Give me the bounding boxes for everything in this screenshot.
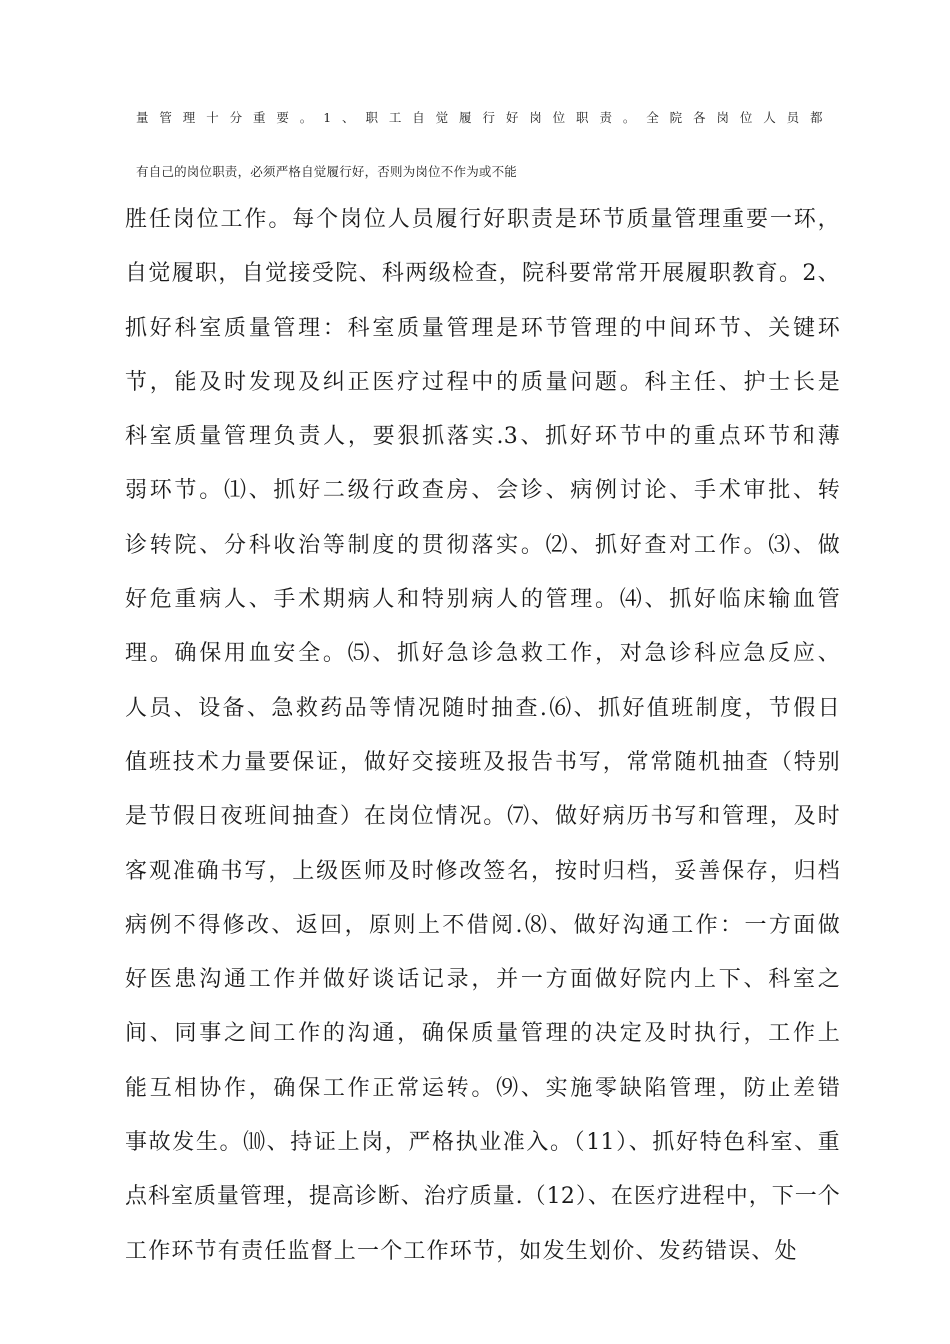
text-line: 理。确保用血安全。⑸、抓好急诊急救工作，对急诊科应急反应、 bbox=[125, 641, 840, 667]
text-line: 客观准确书写，上级医师及时修改签名，按时归档，妥善保存，归档 bbox=[125, 858, 840, 884]
text-line: 是节假日夜班间抽查）在岗位情况。⑺、做好病历书写和管理，及时 bbox=[125, 804, 840, 830]
text-line: 自觉履职，自觉接受院、科两级检查，院科要常常开展履职教育。2、 bbox=[125, 261, 840, 287]
text-line-small: 量管理十分重要。1、职工自觉履行好岗位职责。全院各岗位人员都 bbox=[136, 110, 834, 125]
text-line: 弱环节。⑴、抓好二级行政查房、会诊、病例讨论、手术审批、转 bbox=[125, 478, 840, 504]
text-line: 好医患沟通工作并做好谈话记录，并一方面做好院内上下、科室之 bbox=[125, 967, 840, 993]
body-paragraph bbox=[125, 200, 840, 1286]
text-line: 胜任岗位工作。每个岗位人员履行好职责是环节质量管理重要一环， bbox=[125, 207, 840, 232]
text-line: 人员、设备、急救药品等情况随时抽查.⑹、抓好值班制度，节假日 bbox=[125, 695, 840, 721]
text-line: 事故发生。⑽、持证上岗，严格执业准入。（11）、抓好特色科室、重 bbox=[125, 1130, 840, 1156]
text-line: 值班技术力量要保证，做好交接班及报告书写，常常随机抽查（特别 bbox=[125, 749, 840, 775]
text-line: 诊转院、分科收治等制度的贯彻落实。⑵、抓好查对工作。⑶、做 bbox=[125, 532, 840, 558]
text-line: 工作环节有责任监督上一个工作环节，如发生划价、发药错误、处 bbox=[125, 1238, 798, 1264]
text-line: 科室质量管理负责人，要狠抓落实.3、抓好环节中的重点环节和薄 bbox=[125, 424, 840, 450]
text-line: 间、同事之间工作的沟通，确保质量管理的决定及时执行，工作上 bbox=[125, 1021, 840, 1047]
text-line: 能互相协作，确保工作正常运转。⑼、实施零缺陷管理，防止差错 bbox=[125, 1075, 840, 1101]
text-line: 好危重病人、手术期病人和特别病人的管理。⑷、抓好临床输血管 bbox=[125, 587, 840, 613]
text-line: 点科室质量管理，提高诊断、治疗质量.（12）、在医疗进程中，下一个 bbox=[125, 1184, 840, 1210]
text-line: 节，能及时发现及纠正医疗过程中的质量问题。科主任、护士长是 bbox=[125, 369, 840, 395]
text-line: 病例不得修改、返回，原则上不借阅.⑻、做好沟通工作：一方面做 bbox=[125, 912, 840, 938]
text-line: 抓好科室质量管理：科室质量管理是环节管理的中间环节、关键环 bbox=[125, 315, 840, 341]
text-line-small: 有自己的岗位职责，必须严格自觉履行好，否则为岗位不作为或不能 bbox=[136, 164, 518, 179]
